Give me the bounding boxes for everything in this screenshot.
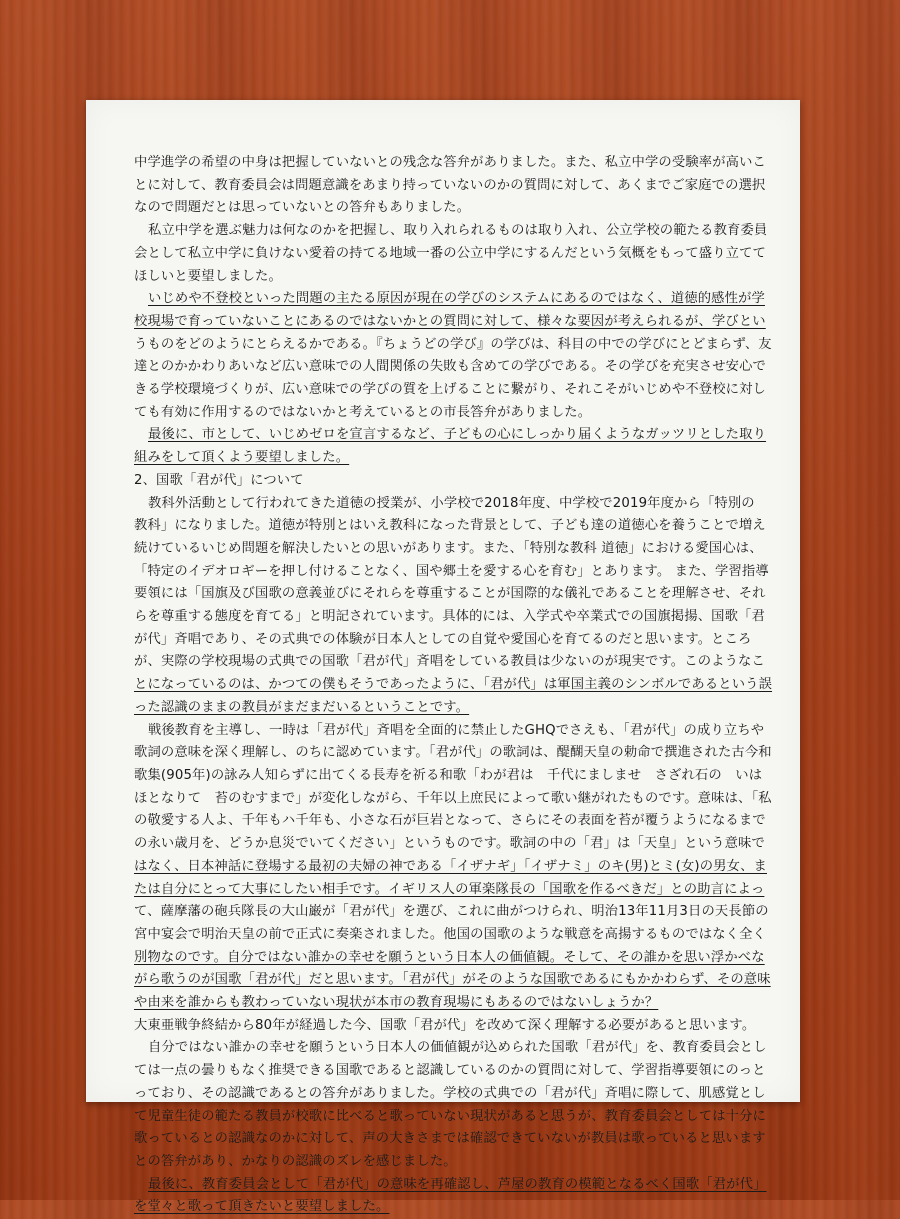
- underlined-line: いじめや不登校といった問題の主たる原因が現在の学びのシステムにあるのではなく、道徳的感性が学: [148, 291, 765, 307]
- text-line: 歌集(905年)の詠み人知らずに出てくる長寿を祈る和歌「わが君は 千代にましませ さざれ石の いは: [134, 767, 763, 783]
- document-page: [86, 100, 800, 1215]
- text-line: 戦後教育を主導し、一時は「君が代」斉唱を全面的に禁止したGHQでさえも、「君が代」の成り立ちや: [148, 722, 765, 738]
- text-line: 教科」になりました。道徳が特別とはいえ教科になった背景として、子ども達の道徳心を養うことで増え: [134, 518, 766, 534]
- text-line: ほとなりて 苔のむすまで」が変化しながら、千年以上庶民によって歌い継がれたものです。意味は、「私: [134, 790, 772, 806]
- text-line: との答弁があり、かなりの認識のズレを感じました。: [134, 1153, 457, 1169]
- text-line: ては一点の曇りもなく推奨できる国歌であると認識しているのかの質問に対して、学習指導要領にのっと: [134, 1063, 766, 1079]
- text-line: が代」斉唱であり、その式典での体験が日本人としての自覚や愛国心を育てるのだと思います。ところ: [134, 631, 752, 647]
- text-line: 自分ではない誰かの幸せを願うという日本人の価値観が込められた国歌「君が代」を、教育委員会とし: [148, 1040, 767, 1056]
- underlined-line: った認識のままの教員がまだまだいるということです。: [134, 699, 470, 715]
- text-line: 私立中学を選ぶ魅力は何なのかを把握し、取り入れられるものは取り入れ、公立学校の範たる教育委員: [148, 223, 768, 239]
- underlined-line: や由来を誰からも教わっていない現状が本市の教育現場にもあるのではないしょうか？: [134, 995, 659, 1011]
- underlined-line: 組みをして頂くよう要望しました。: [134, 450, 350, 466]
- text-line: 続けているいじめ問題を解決したいとの思いがあります。また、「特別な教科 道徳」における愛国心は、: [134, 540, 763, 556]
- text-line: ほしいと要望しました。: [134, 268, 282, 284]
- underlined-line: はなく、日本神話に登場する最初の夫婦の神である「イザナギ」「イザナミ」のキ(男)とミ(女)の男女、ま: [134, 858, 767, 874]
- text-line: て、薩摩藩の砲兵隊長の大山巌が「君が代」を選び、これに曲がつけられ、明治13年11月3日の天長節の: [134, 904, 769, 920]
- text-line: うものをどのようにとらえるかである。『ちょうどの学び』の学びは、科目の中での学びにとどまらず、友: [134, 336, 772, 352]
- underlined-line: がら歌うのが国歌「君が代」だと思います。「君が代」がそのような国歌であるにもかかわらず、その意味: [134, 972, 771, 988]
- underlined-line: 最後に、教育委員会として「君が代」の意味を再確認し、芦屋の教育の模範となるべく国歌「君が代」: [148, 1176, 767, 1192]
- underlined-line: 校現場で育っていないことにあるのではないかとの質問に対して、様々な要因が考えられるが、学びとい: [134, 313, 766, 329]
- section-heading: 2、国歌「君が代」について: [134, 472, 304, 488]
- text-line: ても有効に作用するのではないかと考えているとの市長答弁がありました。: [134, 404, 592, 420]
- text-line: きる学校環境づくりが、広い意味での学びの質を上げることに繋がり、それこそがいじめや不登校に対し: [134, 382, 767, 398]
- text-line: 宮中宴会で明治天皇の前で正式に奏楽されました。他国の国歌のような戦意を高揚するものではなく全く: [134, 926, 767, 942]
- text-line: とに対して、教育委員会は問題意識をあまり持っていないのかの質問に対して、あくまでご家庭での選択: [134, 177, 766, 193]
- underlined-line: 最後に、市として、いじめゼロを宣言するなど、子どもの心にしっかり届くようなガッツリとした取り: [148, 427, 767, 443]
- text-line: の永い歳月を、どうか息災でいてください」というものです。歌詞の中の「君」は「天皇」という意味で: [134, 836, 765, 852]
- document-body: [134, 152, 772, 1219]
- underlined-line: 別物なのです。自分ではない誰かの幸せを願うという日本人の価値観。そして、その誰かを思い浮かべな: [134, 949, 765, 965]
- underlined-line: とになっているのは、かつての僕もそうであったように、「君が代」は軍国主義のシンボルであるという誤: [134, 677, 773, 693]
- text-line: 教科外活動として行われてきた道徳の授業が、小学校で2018年度、中学校で2019年度から「特別の: [148, 495, 755, 511]
- text-line: 会として私立中学に負けない愛着の持てる地域一番の公立中学にするんだという気概をもって盛り立てて: [134, 245, 767, 261]
- text-line: 要領には「国旗及び国歌の意義並びにそれらを尊重することが国際的な儀礼であることを理解させ、それ: [134, 586, 766, 602]
- underlined-line: たは自分にとって大事にしたい相手です。イギリス人の軍楽隊長の「国歌を作るべきだ」との助言によっ: [134, 881, 765, 897]
- text-line: なので問題だとは思っていないとの答弁もありました。: [134, 200, 471, 216]
- underlined-line: を堂々と歌って頂きたいと要望しました。: [134, 1199, 390, 1215]
- text-line: の敬愛する人よ、千年もハ千年も、小さな石が巨岩となって、さらにその表面を苔が覆うようになるまで: [134, 813, 766, 829]
- text-line: 大東亜戦争終結から80年が経過した今、国歌「君が代」を改めて深く理解する必要があると思います。: [134, 1017, 756, 1033]
- text-line: 達とのかかわりあいなど広い意味での人間関係の失敗も含めての学びである。その学びを充実させ安心で: [134, 359, 767, 375]
- text-line: らを尊重する態度を育てる」と明記されています。具体的には、入学式や卒業式での国旗掲揚、国歌「君: [134, 609, 765, 625]
- text-line: て児童生徒の範たる教員が校歌に比べると歌っていない現状があると思うが、教育委員会としては十分に: [134, 1108, 767, 1124]
- text-line: が、実際の学校現場の式典での国歌「君が代」斉唱をしている教員は少ないのが現実です。このようなこ: [134, 654, 765, 670]
- text-line: 中学進学の希望の中身は把握していないとの残念な答弁がありました。また、私立中学の受験率が高いこ: [134, 155, 767, 170]
- text-line: っており、その認識であるとの答弁がありました。学校の式典での「君が代」斉唱に際して、肌感覚とし: [134, 1085, 766, 1101]
- text-line: 歌っているとの認識なのかに対して、声の大きさまでは確認できていないが教員は歌っていると思います: [134, 1131, 766, 1147]
- text-line: 歌詞の意味を深く理解し、のちに認めています。「君が代」の歌詞は、醍醐天皇の勅命で撰進された古今和: [134, 745, 772, 761]
- text-line: 「特定のイデオロギーを押し付けることなく、国や郷土を愛する心を育む」とあります。 また、学習指導: [134, 563, 769, 579]
